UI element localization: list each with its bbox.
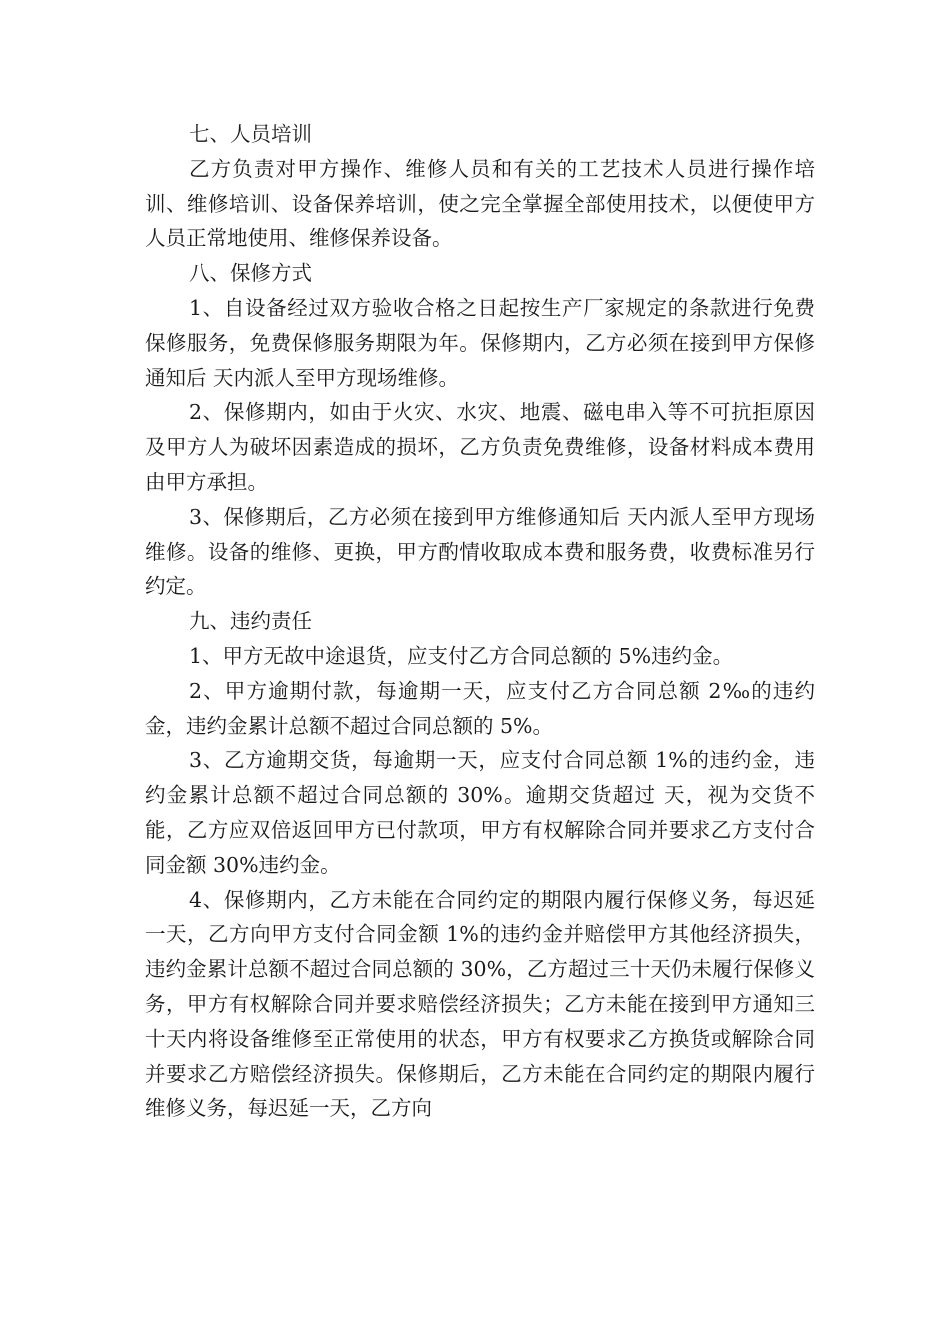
section-heading-training: 七、人员培训: [189, 122, 312, 146]
paragraph-liability-1: 1、甲方无故中途退货，应支付乙方合同总额的 5%违约金。: [189, 643, 734, 668]
paragraph-liability-3: 3、乙方逾期交货，每逾期一天，应支付合同总额 1%的违约金，违约金累计总额不超过合同总额的 30%。逾期交货超过 天，视为交货不能，乙方应双倍返回甲方已付款项，甲方有权解除合同并要求乙方支付合同金额 30%违约金。: [145, 748, 815, 877]
section-heading-warranty: 八、保修方式: [189, 261, 312, 286]
paragraph-liability-4: 4、保修期内，乙方未能在合同约定的期限内履行保修义务，每迟延一天，乙方向甲方支付合同金额 1%的违约金并赔偿甲方其他经济损失，违约金累计总额不超过合同总额的 30%，乙方超过三十天仍未履行保修义务，甲方有权解除合同并要求赔偿经济损失；乙方未能在接到甲方通知三十天内将设备维修至正常使用的状态，甲方有权要求乙方换货或解除合同并要求乙方赔偿经济损失。保修期后，乙方未能在合同约定的期限内履行维修义务，每迟延一天，乙方向: [145, 887, 815, 1121]
paragraph-warranty-1: 1、自设备经过双方验收合格之日起按生产厂家规定的条款进行免费保修服务，免费保修服务期限为年。保修期内，乙方必须在接到甲方保修通知后 天内派人至甲方现场维修。: [145, 295, 815, 390]
section-heading-liability: 九、违约责任: [189, 609, 312, 634]
paragraph-liability-2: 2、甲方逾期付款，每逾期一天，应支付乙方合同总额 2‰的违约金，违约金累计总额不超过合同总额的 5%。: [145, 678, 815, 738]
paragraph-warranty-2: 2、保修期内，如由于火灾、水灾、地震、磁电串入等不可抗拒原因及甲方人为破坏因素造成的损坏，乙方负责免费维修，设备材料成本费用由甲方承担。: [145, 400, 815, 494]
paragraph-warranty-3: 3、保修期后，乙方必须在接到甲方维修通知后 天内派人至甲方现场维修。设备的维修、更换，甲方酌情收取成本费和服务费，收费标准另行约定。: [145, 504, 815, 599]
document-body: [145, 117, 815, 1126]
paragraph-training: 乙方负责对甲方操作、维修人员和有关的工艺技术人员进行操作培训、维修培训、设备保养培训，使之完全掌握全部使用技术，以便使甲方人员正常地使用、维修保养设备。: [145, 156, 815, 251]
